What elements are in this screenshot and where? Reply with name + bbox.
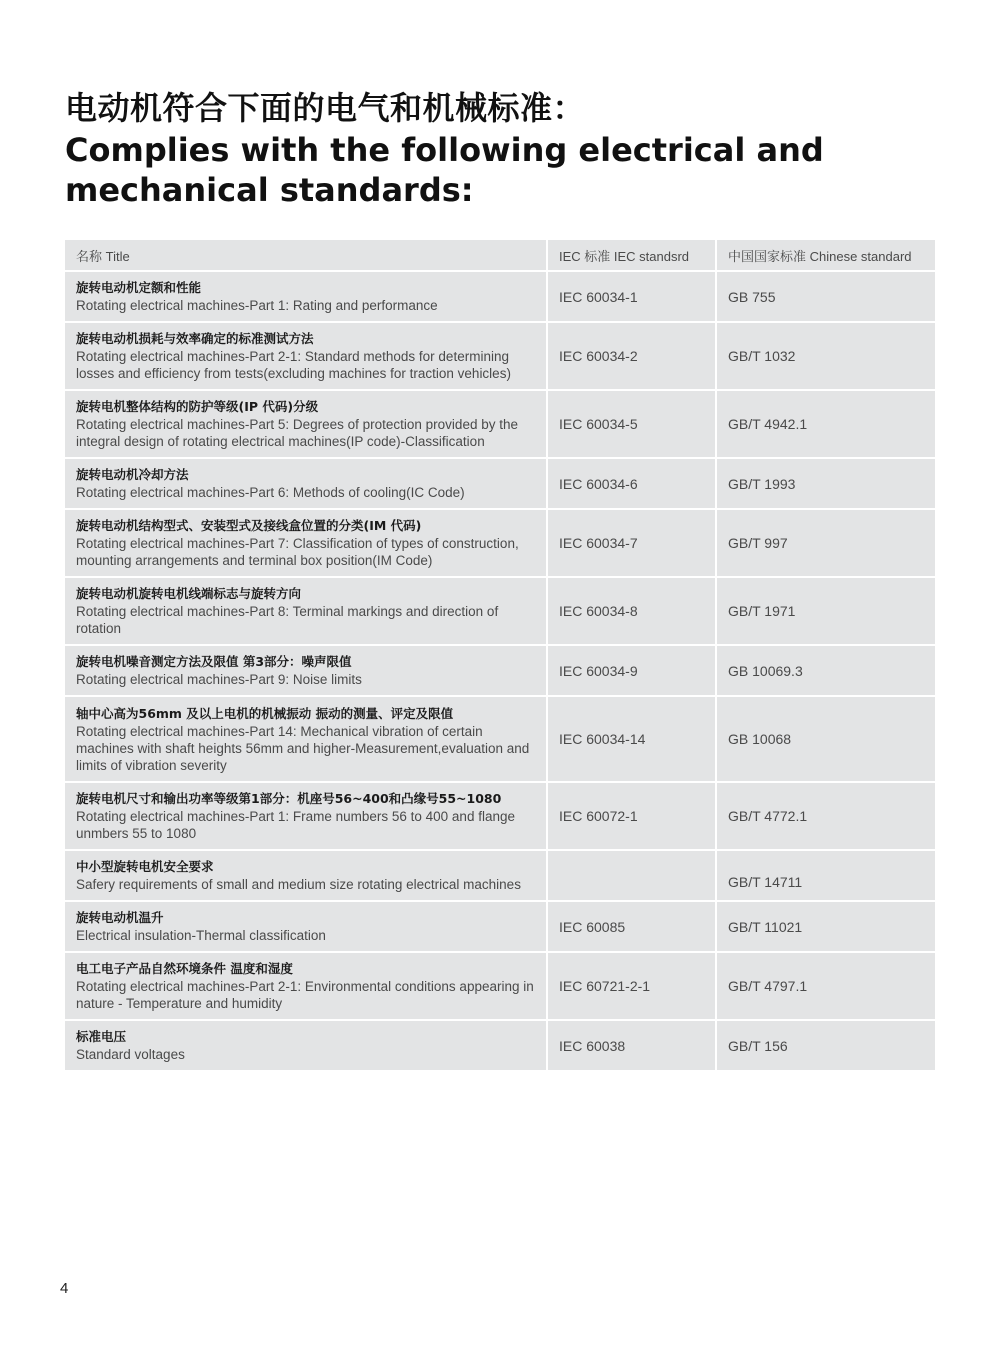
table-row [65, 577, 935, 645]
heading-english: Complies with the following electrical and mechanical standards: [65, 131, 824, 209]
standard-title-cn: 旋转电动机旋转电机线端标志与旋转方向 [76, 586, 302, 601]
standard-title-cell [65, 390, 547, 458]
standard-title-en: Rotating electrical machines-Part 6: Methods of cooling(IC Code) [76, 485, 465, 500]
standard-title-en: Rotating electrical machines-Part 9: Noise limits [76, 672, 362, 687]
standard-title-en: Rotating electrical machines-Part 14: Mechanical vibration of certain machines with shaft heights 56mm and higher-Measurement,evaluation and limits of vibration severity [76, 723, 530, 773]
chinese-standard-code: GB 755 [716, 271, 935, 322]
standard-title-cell [65, 952, 547, 1020]
table-row [65, 1020, 935, 1071]
header-title: 名称 Title [65, 240, 547, 271]
iec-standard-code: IEC 60034-7 [547, 509, 716, 577]
standard-title-cn: 旋转电动机损耗与效率确定的标准测试方法 [76, 331, 314, 346]
standard-title-cell [65, 458, 547, 509]
standard-title-en: Rotating electrical machines-Part 8: Terminal markings and direction of rotation [76, 604, 499, 636]
standard-title-en: Rotating electrical machines-Part 2-1: Standard methods for determining losses and efficiency from tests(excluding machines for traction vehicles) [76, 349, 511, 381]
standard-title-cell [65, 577, 547, 645]
chinese-standard-code: GB/T 1993 [716, 458, 935, 509]
header-chinese-standard: 中国国家标准 Chinese standard [716, 240, 935, 271]
standard-title-cell [65, 782, 547, 850]
standard-title-en: Rotating electrical machines-Part 5: Degrees of protection provided by the integral design of rotating electrical machines(IP code)-Classification [76, 417, 518, 449]
table-row [65, 696, 935, 782]
standard-title-en: Rotating electrical machines-Part 1: Rating and performance [76, 298, 438, 313]
table-row [65, 458, 935, 509]
standard-title-cn: 旋转电动机冷却方法 [76, 467, 189, 482]
iec-standard-code: IEC 60085 [547, 901, 716, 952]
iec-standard-code: IEC 60721-2-1 [547, 952, 716, 1020]
iec-standard-code: IEC 60034-14 [547, 696, 716, 782]
standard-title-en: Standard voltages [76, 1047, 185, 1062]
table-row [65, 782, 935, 850]
standard-title-cell [65, 322, 547, 390]
standard-title-cell [65, 696, 547, 782]
standards-table [65, 240, 935, 1072]
table-row [65, 952, 935, 1020]
table-row [65, 390, 935, 458]
chinese-standard-code: GB/T 1032 [716, 322, 935, 390]
standard-title-cn: 轴中心高为56mm 及以上电机的机械振动 振动的测量、评定及限值 [76, 705, 454, 721]
iec-standard-code: IEC 60072-1 [547, 782, 716, 850]
chinese-standard-code: GB/T 14711 [716, 850, 935, 901]
header-iec-standard: IEC 标准 IEC standsrd [547, 240, 716, 271]
standard-title-cn: 旋转电机噪音测定方法及限值 第3部分：噪声限值 [76, 654, 352, 669]
iec-standard-code: IEC 60038 [547, 1020, 716, 1071]
standard-title-cell [65, 509, 547, 577]
chinese-standard-code: GB/T 11021 [716, 901, 935, 952]
page-heading [65, 86, 945, 210]
iec-standard-code: IEC 60034-5 [547, 390, 716, 458]
iec-standard-code: IEC 60034-9 [547, 645, 716, 696]
heading-chinese: 电动机符合下面的电气和机械标准： [65, 89, 586, 127]
table-row [65, 850, 935, 901]
page-number: 4 [60, 1280, 69, 1297]
chinese-standard-code: GB/T 156 [716, 1020, 935, 1071]
table-header-row [65, 240, 935, 271]
standard-title-en: Safery requirements of small and medium size rotating electrical machines [76, 877, 521, 892]
chinese-standard-code: GB/T 1971 [716, 577, 935, 645]
standard-title-en: Rotating electrical machines-Part 2-1: Environmental conditions appearing in nature - Temperature and humidity [76, 979, 534, 1011]
chinese-standard-code: GB/T 4797.1 [716, 952, 935, 1020]
table-row [65, 322, 935, 390]
standard-title-cn: 电工电子产品自然环境条件 温度和湿度 [76, 961, 293, 976]
iec-standard-code: IEC 60034-8 [547, 577, 716, 645]
standard-title-cn: 标准电压 [76, 1029, 127, 1044]
chinese-standard-code: GB/T 4772.1 [716, 782, 935, 850]
chinese-standard-code: GB 10068 [716, 696, 935, 782]
standard-title-en: Electrical insulation-Thermal classification [76, 928, 326, 943]
standard-title-en: Rotating electrical machines-Part 1: Frame numbers 56 to 400 and flange unmbers 55 to 1080 [76, 809, 515, 841]
standard-title-cn: 中小型旋转电机安全要求 [76, 859, 214, 874]
standard-title-cn: 旋转电动机结构型式、安装型式及接线盒位置的分类(IM 代码) [76, 518, 422, 533]
table-row [65, 901, 935, 952]
table-row [65, 509, 935, 577]
table-row [65, 271, 935, 322]
standard-title-cell [65, 901, 547, 952]
iec-standard-code: IEC 60034-1 [547, 271, 716, 322]
standard-title-cn: 旋转电机整体结构的防护等级(IP 代码)分级 [76, 399, 319, 414]
standard-title-cn: 旋转电动机定额和性能 [76, 280, 202, 295]
standard-title-cell [65, 271, 547, 322]
chinese-standard-code: GB/T 4942.1 [716, 390, 935, 458]
iec-standard-code: IEC 60034-6 [547, 458, 716, 509]
table-row [65, 645, 935, 696]
chinese-standard-code: GB 10069.3 [716, 645, 935, 696]
standard-title-cell [65, 645, 547, 696]
standard-title-cn: 旋转电机尺寸和输出功率等级第1部分：机座号56~400和凸缘号55~1080 [76, 791, 502, 806]
chinese-standard-code: GB/T 997 [716, 509, 935, 577]
standard-title-cn: 旋转电动机温升 [76, 910, 164, 925]
iec-standard-code: IEC 60034-2 [547, 322, 716, 390]
standard-title-en: Rotating electrical machines-Part 7: Classification of types of construction, mounting arrangements and terminal box position(IM Code) [76, 536, 519, 568]
iec-standard-code [547, 850, 716, 901]
standard-title-cell [65, 850, 547, 901]
standard-title-cell [65, 1020, 547, 1071]
